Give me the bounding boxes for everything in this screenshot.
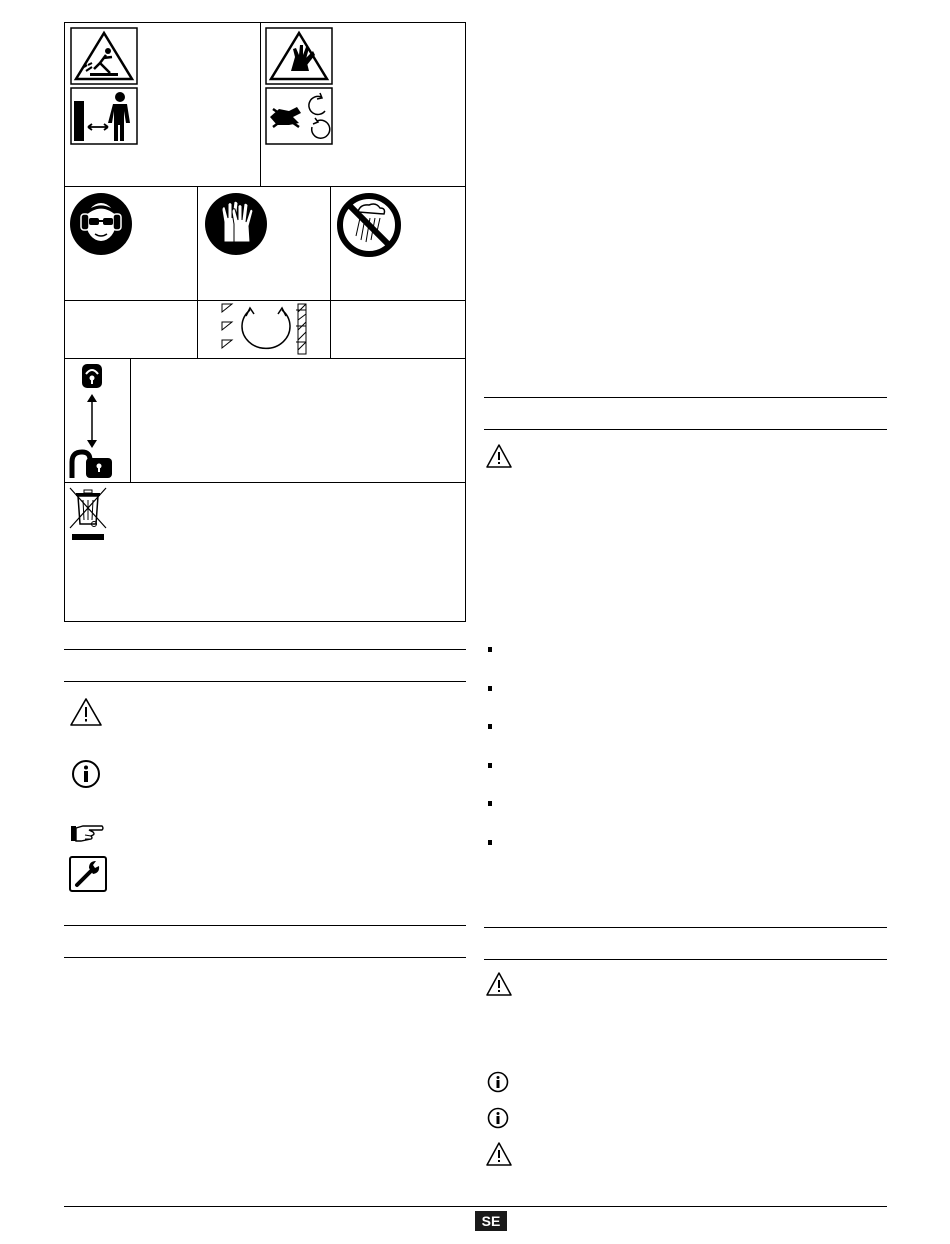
table-divider [130,358,131,482]
language-badge: SE [475,1211,507,1231]
warning-icon [485,971,513,997]
section-rule [484,927,887,928]
list-bullet [488,801,492,806]
info-icon [71,759,101,789]
warning-icon [485,443,513,469]
footer-rule [64,1206,887,1207]
warning-icon [69,697,103,727]
section-rule [64,649,466,650]
lock-unlock-icon [68,362,118,480]
table-divider [64,482,466,483]
list-bullet [488,724,492,729]
section-rule [64,957,466,958]
section-rule [484,429,887,430]
crossed-bin-icon [68,486,108,542]
gloves-icon [204,192,268,256]
section-rule [64,681,466,682]
table-divider [197,186,198,358]
warning-icon [485,1141,513,1167]
info-icon [487,1071,509,1093]
section-rule [484,959,887,960]
table-divider [64,300,466,301]
table-divider [330,186,331,358]
table-divider [64,358,466,359]
no-rain-icon [336,192,402,258]
section-rule [64,925,466,926]
warning-thrown-objects-icon [70,27,138,85]
ear-eye-protection-icon [69,192,133,256]
table-divider [64,186,466,187]
list-bullet [488,686,492,691]
list-bullet [488,763,492,768]
list-bullet [488,647,492,652]
info-icon [487,1107,509,1129]
table-divider [260,22,261,186]
pointing-hand-icon [69,822,105,844]
rotating-blades-icon [265,87,333,145]
section-rule [484,397,887,398]
wrench-icon [69,856,107,892]
warning-hand-injury-icon [265,27,333,85]
keep-distance-icon [70,87,138,145]
list-bullet [488,840,492,845]
rotation-direction-icon [220,302,310,358]
